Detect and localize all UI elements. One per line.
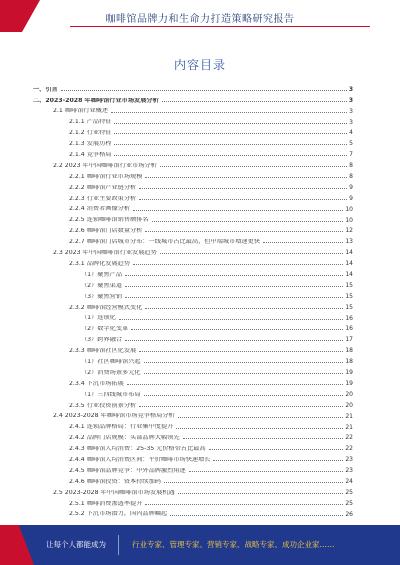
toc-entry-page: 16 xyxy=(345,325,353,333)
toc-entry[interactable] xyxy=(33,245,353,256)
toc-entry-page: 14 xyxy=(345,249,353,257)
toc-entry-label: 2.1 咖啡馆行业概述 xyxy=(53,108,109,115)
toc-entry-label: 2.3.1 品牌化发展趋势 xyxy=(69,260,131,267)
toc-entry-label: （1）三四线城市布局 xyxy=(81,391,141,398)
toc-entry-page: 21 xyxy=(345,412,353,420)
toc-entry-label: 2.2.2 咖啡馆产业链分析 xyxy=(69,184,137,191)
page-footer xyxy=(0,525,400,565)
toc-entry-page: 19 xyxy=(345,369,353,377)
toc-entry[interactable] xyxy=(33,147,353,158)
toc-leader-dots xyxy=(139,199,347,200)
toc-entry[interactable] xyxy=(33,191,353,202)
toc-entry[interactable] xyxy=(33,387,353,398)
toc-entry-label: 2.5.1 咖啡消费渗透率提升 xyxy=(69,500,143,507)
toc-entry[interactable] xyxy=(33,213,353,224)
toc-entry-page: 9 xyxy=(349,183,353,191)
toc-leader-dots xyxy=(152,221,344,222)
toc-leader-dots xyxy=(189,471,344,472)
toc-entry-page: 13 xyxy=(345,238,353,246)
toc-entry[interactable] xyxy=(33,136,353,147)
toc-entry-label: 2.3.5 行业投资前景分析 xyxy=(69,402,137,409)
toc-leader-dots xyxy=(133,210,343,211)
footer-slogan-right: 行业专家、管理专家、营销专家、战略专家、成功企业家…… xyxy=(132,540,335,549)
toc-entry-page: 21 xyxy=(345,423,353,431)
toc-entry[interactable] xyxy=(33,474,353,485)
toc-leader-dots xyxy=(119,319,343,320)
toc-entry-label: 2.4.1 连锁品牌格局：行业集中度提升 xyxy=(69,424,174,431)
toc-leader-dots xyxy=(145,231,343,232)
toc-leader-dots xyxy=(61,90,347,91)
toc-leader-dots xyxy=(145,504,343,505)
toc-entry[interactable] xyxy=(33,322,353,333)
toc-entry[interactable] xyxy=(33,376,353,387)
toc-leader-dots xyxy=(144,362,344,363)
toc-entry-label: 2.2.1 咖啡馆行业市场规模 xyxy=(69,173,143,180)
toc-entry-label: 2.4.2 品牌门店规模：头部品牌大幅领先 xyxy=(69,435,180,442)
toc-leader-dots xyxy=(178,493,344,494)
page-header xyxy=(0,0,400,32)
toc-leader-dots xyxy=(144,395,344,396)
toc-leader-dots xyxy=(183,438,344,439)
toc-entry-label: 2.4.6 咖啡馆投资：资本持续加码 xyxy=(69,478,161,485)
toc-entry-label: （1）聚焦产品 xyxy=(81,271,123,278)
toc-entry[interactable] xyxy=(33,158,353,169)
toc-entry[interactable] xyxy=(33,224,353,235)
toc-entry-label: 2.3.3 咖啡馆社区化发展 xyxy=(69,348,137,355)
toc-entry-page: 3 xyxy=(348,85,353,93)
toc-entry-label: （1）连锁化 xyxy=(81,315,116,322)
toc-entry-label: （3）聚焦营销 xyxy=(81,293,123,300)
toc-entry-page: 5 xyxy=(349,140,353,148)
toc-leader-dots xyxy=(164,482,343,483)
toc-entry-label: 2.2.5 连锁咖啡馆销售额排名 xyxy=(69,217,149,224)
toc-leader-dots xyxy=(170,515,343,516)
toc-entry[interactable] xyxy=(33,202,353,213)
toc-leader-dots xyxy=(114,123,347,124)
toc-entry[interactable] xyxy=(33,485,353,496)
toc-entry[interactable] xyxy=(33,441,353,452)
toc-entry-label: 2.5.2 下沉市场潜力，国内品牌崛起 xyxy=(69,511,168,518)
toc-entry-page: 25 xyxy=(345,488,353,496)
toc-entry[interactable] xyxy=(33,332,353,343)
toc-leader-dots xyxy=(114,133,347,134)
toc-entry-label: （3）跨界融合 xyxy=(81,337,123,344)
toc-leader-dots xyxy=(178,417,344,418)
table-of-contents xyxy=(33,82,353,518)
toc-entry-page: 3 xyxy=(349,118,353,126)
footer-slogan-left: 让每个人都能成为 xyxy=(46,540,106,549)
toc-leader-dots xyxy=(209,449,344,450)
toc-entry[interactable] xyxy=(33,169,353,180)
toc-leader-dots xyxy=(139,351,343,352)
toc-entry[interactable] xyxy=(33,180,353,191)
toc-entry-page: 16 xyxy=(345,314,353,322)
toc-entry-label: 2.1.2 行业特征 xyxy=(69,130,112,137)
toc-entry-page: 8 xyxy=(349,173,353,181)
toc-entry-label: 2.3 2023 年中国咖啡馆行业发展趋势 xyxy=(53,250,157,257)
toc-entry-label: 2.4 2023-2028 年咖啡馆市场竞争格局分析 xyxy=(53,413,175,420)
toc-entry[interactable] xyxy=(33,234,353,245)
toc-leader-dots xyxy=(114,155,347,156)
toc-entry-label: 2.2.7 咖啡馆门店城市分布：一线城市占比最高，但中端城市增速更快 xyxy=(69,239,260,246)
toc-leader-dots xyxy=(125,275,343,276)
toc-entry-page: 10 xyxy=(345,205,353,213)
toc-entry-label: （2）数字化变革 xyxy=(81,326,129,333)
toc-leader-dots xyxy=(125,297,343,298)
toc-leader-dots xyxy=(160,253,344,254)
toc-entry-page: 18 xyxy=(345,358,353,366)
toc-leader-dots xyxy=(139,406,343,407)
toc-entry-page: 19 xyxy=(345,379,353,387)
toc-entry-label: 2.1.4 竞争格局 xyxy=(69,152,112,159)
toc-entry[interactable] xyxy=(33,311,353,322)
header-rule xyxy=(70,26,370,27)
toc-leader-dots xyxy=(114,144,347,145)
toc-entry-label: 2.3.2 咖啡馆经营模式变化 xyxy=(69,304,143,311)
toc-leader-dots xyxy=(213,460,343,461)
toc-entry-page: 3 xyxy=(349,107,353,115)
toc-leader-dots xyxy=(125,340,343,341)
toc-entry-page: 9 xyxy=(349,194,353,202)
toc-leader-dots xyxy=(111,112,347,113)
toc-entry[interactable] xyxy=(33,463,353,474)
toc-entry-page: 15 xyxy=(345,303,353,311)
toc-entry[interactable] xyxy=(33,398,353,409)
toc-leader-dots xyxy=(131,329,343,330)
toc-entry[interactable] xyxy=(33,409,353,420)
toc-entry-label: （2）聚焦渠道 xyxy=(81,282,123,289)
toc-entry-page: 23 xyxy=(345,456,353,464)
toc-entry[interactable] xyxy=(33,93,353,104)
toc-entry-label: 2.2.3 行业主要政策分析 xyxy=(69,195,137,202)
toc-title: 内容目录 xyxy=(173,58,226,72)
toc-entry-label: 2.2.4 消费者画像分析 xyxy=(69,206,131,213)
toc-entry-label: 2.2.6 咖啡馆门店数量分析 xyxy=(69,228,143,235)
toc-entry[interactable] xyxy=(33,431,353,442)
toc-entry-label: 二、2023-2028 年咖啡馆行业市场发展分析 xyxy=(33,97,159,104)
toc-entry-page: 12 xyxy=(345,227,353,235)
toc-leader-dots xyxy=(127,384,344,385)
toc-entry-label: 一、引言 xyxy=(33,86,58,93)
toc-entry[interactable] xyxy=(33,126,353,137)
toc-entry[interactable] xyxy=(33,365,353,376)
toc-leader-dots xyxy=(263,242,343,243)
toc-entry-page: 8 xyxy=(349,162,353,170)
toc-entry[interactable] xyxy=(33,452,353,463)
toc-entry-label: 2.4.3 咖啡馆人均消费：25-35 元价格带占比最高 xyxy=(69,446,206,453)
toc-entry[interactable] xyxy=(33,82,353,93)
toc-leader-dots xyxy=(144,373,344,374)
toc-entry[interactable] xyxy=(33,507,353,518)
toc-entry-label: 2.1.1 产品特征 xyxy=(69,119,112,126)
toc-entry[interactable] xyxy=(33,256,353,267)
toc-entry[interactable] xyxy=(33,267,353,278)
toc-entry[interactable] xyxy=(33,278,353,289)
toc-leader-dots xyxy=(145,177,347,178)
footer-red-accent xyxy=(0,525,34,565)
toc-entry-page: 24 xyxy=(345,477,353,485)
toc-entry[interactable] xyxy=(33,289,353,300)
toc-leader-dots xyxy=(145,308,343,309)
toc-entry-page: 3 xyxy=(348,96,353,104)
toc-entry-page: 15 xyxy=(345,281,353,289)
footer-divider xyxy=(118,535,119,555)
toc-entry[interactable] xyxy=(33,496,353,507)
toc-entry-label: 2.5 2023-2028 年中国咖啡馆市场发展机遇 xyxy=(53,489,175,496)
toc-entry-page: 10 xyxy=(345,216,353,224)
toc-entry-page: 22 xyxy=(345,445,353,453)
toc-leader-dots xyxy=(162,101,347,102)
toc-leader-dots xyxy=(133,264,343,265)
toc-entry-label: 2.4.4 咖啡馆人均消费区间：平价咖啡市场快速增长 xyxy=(69,456,211,463)
toc-entry-label: 2.3.4 下沉市场拓展 xyxy=(69,380,124,387)
toc-entry-label: 2.1.3 发展历程 xyxy=(69,141,112,148)
toc-entry-page: 7 xyxy=(349,151,353,159)
toc-entry-label: 2.2 2023 年中国咖啡馆行业市场分析 xyxy=(53,162,157,169)
toc-entry-page: 20 xyxy=(345,390,353,398)
toc-entry-page: 18 xyxy=(345,347,353,355)
header-title: 咖啡馆品牌力和生命力打造策略研究报告 xyxy=(105,14,295,25)
toc-entry[interactable] xyxy=(33,300,353,311)
toc-entry-page: 15 xyxy=(345,292,353,300)
toc-entry-page: 25 xyxy=(345,499,353,507)
toc-entry[interactable] xyxy=(33,115,353,126)
toc-leader-dots xyxy=(125,286,343,287)
toc-entry[interactable] xyxy=(33,354,353,365)
toc-entry[interactable] xyxy=(33,420,353,431)
toc-entry-label: （1）社区咖啡馆兴起 xyxy=(81,358,141,365)
toc-entry-page: 4 xyxy=(349,129,353,137)
toc-entry-page: 22 xyxy=(345,434,353,442)
toc-entry-page: 26 xyxy=(345,510,353,518)
toc-entry-page: 17 xyxy=(345,336,353,344)
toc-entry-page: 20 xyxy=(345,401,353,409)
toc-entry[interactable] xyxy=(33,104,353,115)
toc-entry-label: 2.4.5 咖啡馆品牌竞争：中外品牌激烈角逐 xyxy=(69,467,186,474)
toc-entry-label: （2）消费场景多元化 xyxy=(81,369,141,376)
toc-entry[interactable] xyxy=(33,343,353,354)
toc-entry-page: 23 xyxy=(345,467,353,475)
toc-entry-page: 14 xyxy=(345,260,353,268)
toc-leader-dots xyxy=(139,188,347,189)
toc-leader-dots xyxy=(176,428,343,429)
toc-entry-page: 14 xyxy=(345,271,353,279)
toc-leader-dots xyxy=(160,166,347,167)
